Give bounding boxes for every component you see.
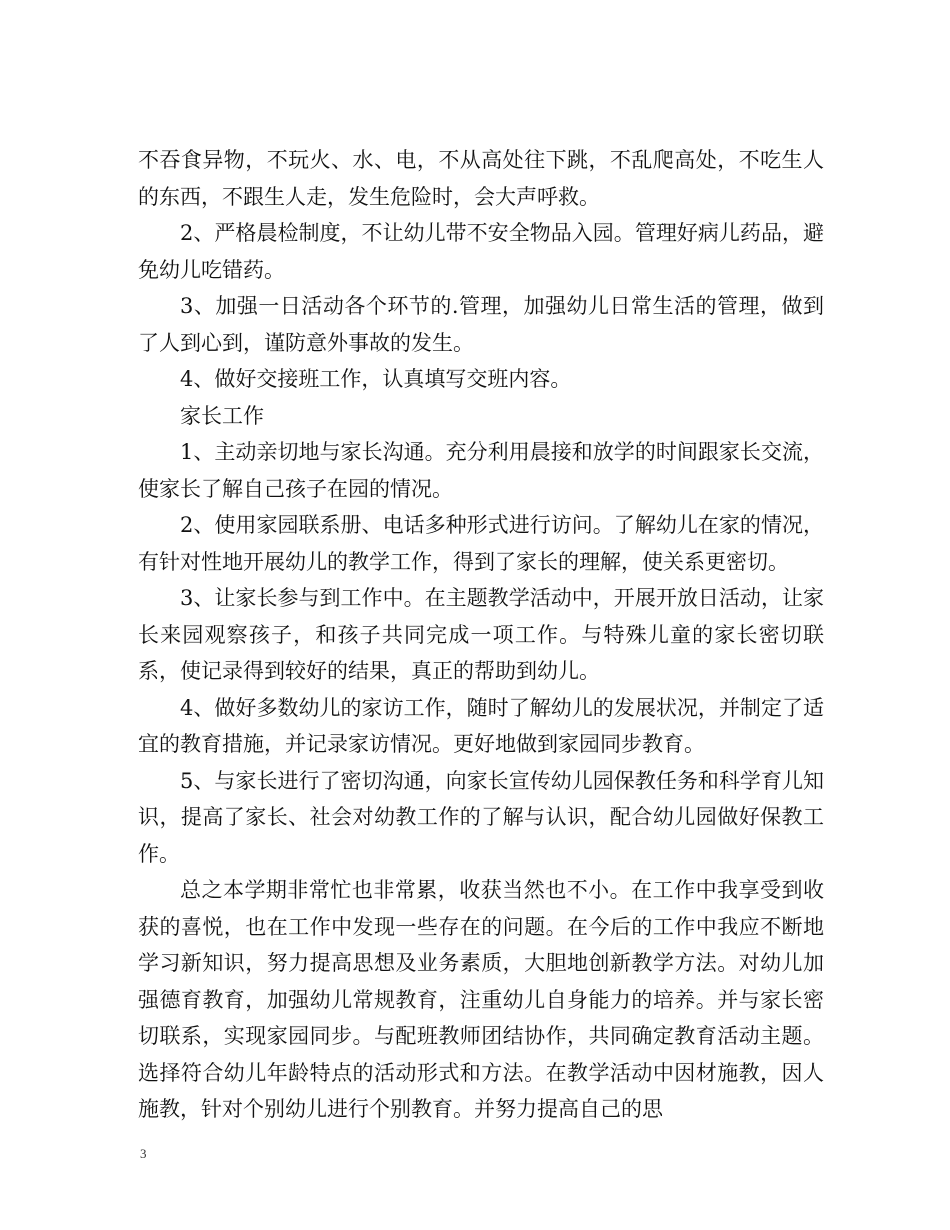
paragraph-parent-5: 5、与家长进行了密切沟通，向家长宣传幼儿园保教任务和科学育儿知识，提高了家长、社会对幼教工作的了解与认识，配合幼儿园做好保教工作。 [138,768,824,866]
paragraph-safety-2: 2、严格晨检制度，不让幼儿带不安全物品入园。管理好病儿药品，避免幼儿吃错药。 [138,221,824,282]
paragraph-parent-2: 2、使用家园联系册、电话多种形式进行访问。了解幼儿在家的情况，有针对性地开展幼儿的教学工作，得到了家长的理解，使关系更密切。 [138,513,824,574]
paragraph-parent-1: 1、主动亲切地与家长沟通。充分利用晨接和放学的时间跟家长交流，使家长了解自己孩子在园的情况。 [138,440,824,501]
page-number: 3 [140,1146,147,1161]
paragraph-parent-4: 4、做好多数幼儿的家访工作，随时了解幼儿的发展状况，并制定了适宜的教育措施，并记录家访情况。更好地做到家园同步教育。 [138,695,824,756]
paragraph-parent-3: 3、让家长参与到工作中。在主题教学活动中，开展开放日活动，让家长来园观察孩子，和孩子共同完成一项工作。与特殊儿童的家长密切联系，使记录得到较好的结果，真正的帮助到幼儿。 [138,586,824,683]
paragraph-safety-3: 3、加强一日活动各个环节的.管理，加强幼儿日常生活的管理，做到了人到心到，谨防意外事故的发生。 [138,294,824,355]
document-body [138,142,824,1128]
section-heading-parent-work: 家长工作 [180,403,264,428]
paragraph-continuation: 不吞食异物，不玩火、水、电，不从高处往下跳，不乱爬高处，不吃生人的东西，不跟生人走，发生危险时，会大声呼救。 [138,148,824,209]
paragraph-summary: 总之本学期非常忙也非常累，收获当然也不小。在工作中我享受到收获的喜悦，也在工作中发现一些存在的问题。在今后的工作中我应不断地学习新知识，努力提高思想及业务素质，大胆地创新教学方法。对幼儿加强德育教育，加强幼儿常规教育，注重幼儿自身能力的培养。并与家长密切联系，实现家园同步。与配班教师团结协作，共同确定教育活动主题。选择符合幼儿年龄特点的活动形式和方法。在教学活动中因材施教，因人施教，针对个别幼儿进行个别教育。并努力提高自己的思 [138,878,824,1121]
paragraph-safety-4: 4、做好交接班工作，认真填写交班内容。 [180,367,572,391]
